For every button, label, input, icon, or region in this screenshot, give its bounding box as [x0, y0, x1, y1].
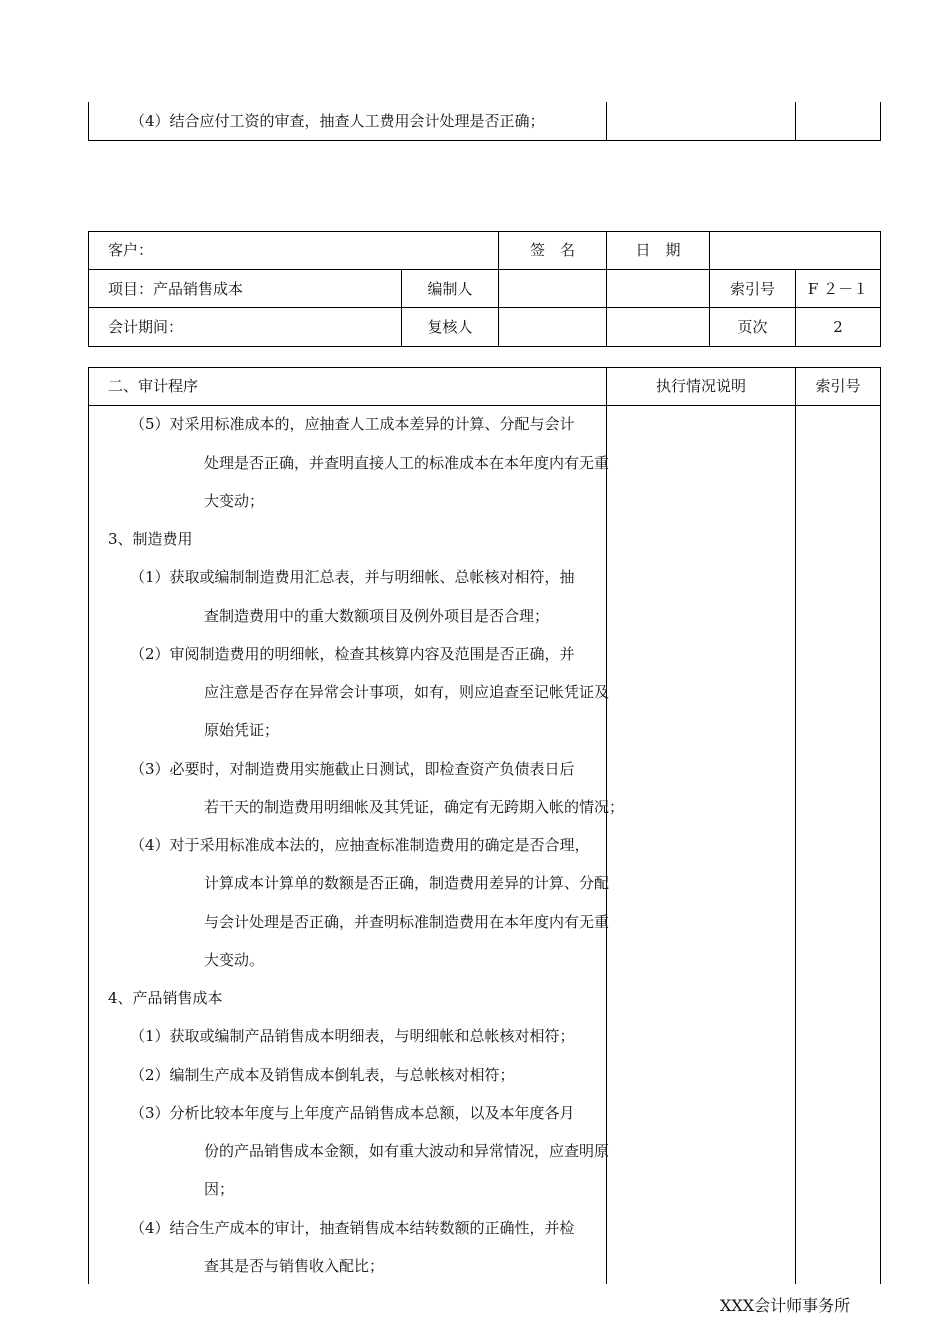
preparer-label: 编制人 [427, 280, 473, 298]
firm-name-footer: XXX会计师事务所 [720, 1296, 851, 1315]
procedure-line: 与会计处理是否正确，并查明标准制造费用在本年度内有无重 [204, 913, 610, 931]
procedure-line: 原始凭证； [204, 721, 280, 739]
page-number-label: 页次 [737, 318, 768, 336]
section-heading: 4、产品销售成本 [108, 989, 223, 1007]
header-table-border-right [880, 231, 881, 347]
procedure-line: 处理是否正确，并查明直接人工的标准成本在本年度内有无重 [204, 454, 610, 472]
procedure-table-col-index [795, 367, 796, 1284]
procedure-line: （1）获取或编制制造费用汇总表，并与明细帐、总帐核对相符，抽 [130, 568, 575, 586]
audit-procedure-heading: 二、审计程序 [108, 377, 199, 395]
header-table-line-2 [88, 307, 881, 308]
procedure-table-header-line [88, 405, 881, 406]
top-table-divider-1 [606, 102, 607, 141]
top-table-border-right [880, 102, 881, 141]
top-table-divider-2 [795, 102, 796, 141]
procedure-line: （3）必要时，对制造费用实施截止日测试，即检查资产负债表日后 [130, 760, 575, 778]
signature-label: 签 名 [529, 241, 575, 259]
reviewer-label: 复核人 [427, 318, 473, 336]
procedure-line: 查其是否与销售收入配比； [204, 1257, 385, 1275]
procedure-line: 份的产品销售成本金额，如有重大波动和异常情况，应查明原 [204, 1142, 610, 1160]
page-number-value: 2 [833, 318, 843, 336]
procedure-line: （2）审阅制造费用的明细帐，检查其核算内容及范围是否正确，并 [130, 645, 575, 663]
procedure-line: 若干天的制造费用明细帐及其凭证，确定有无跨期入帐的情况； [204, 798, 625, 816]
top-table-border-bottom [88, 140, 881, 141]
project-label: 项目：产品销售成本 [108, 280, 244, 298]
accounting-period-label: 会计期间： [108, 318, 184, 336]
index-number-value: F ２－１ [807, 280, 869, 298]
execution-notes-heading: 执行情况说明 [655, 377, 746, 395]
procedure-line: （5）对采用标准成本的，应抽查人工成本差异的计算、分配与会计 [130, 415, 575, 433]
procedure-line: 因； [204, 1180, 235, 1198]
index-number-label: 索引号 [729, 280, 775, 298]
header-table-line-bottom [88, 346, 881, 347]
top-table-procedure-text: （4）结合应付工资的审查，抽查人工费用会计处理是否正确； [130, 112, 545, 130]
header-table-border-left [88, 231, 89, 347]
procedure-line: （4）对于采用标准成本法的，应抽查标准制造费用的确定是否合理， [130, 836, 590, 854]
header-table-line-1 [88, 269, 881, 270]
index-heading: 索引号 [815, 377, 861, 395]
header-table-line-top [88, 231, 881, 232]
date-label: 日 期 [635, 241, 681, 259]
procedure-line: （4）结合生产成本的审计，抽查销售成本结转数额的正确性，并检 [130, 1219, 575, 1237]
procedure-table-border-right [880, 367, 881, 1284]
procedure-table-border-left [88, 367, 89, 1284]
procedure-line: 计算成本计算单的数额是否正确，制造费用差异的计算、分配 [204, 874, 610, 892]
procedure-table-line-top [88, 367, 881, 368]
procedure-line: 应注意是否存在异常会计事项，如有，则应追查至记帐凭证及 [204, 683, 610, 701]
procedure-line: 大变动。 [204, 951, 265, 969]
procedure-line: （3）分析比较本年度与上年度产品销售成本总额，以及本年度各月 [130, 1104, 575, 1122]
procedure-line: （1）获取或编制产品销售成本明细表，与明细帐和总帐核对相符； [130, 1027, 575, 1045]
client-label: 客户： [108, 241, 154, 259]
procedure-line: 查制造费用中的重大数额项目及例外项目是否合理； [204, 607, 550, 625]
procedure-line: （2）编制生产成本及销售成本倒轧表，与总帐核对相符； [130, 1066, 515, 1084]
top-table-border-left [88, 102, 89, 141]
procedure-line: 大变动； [204, 492, 265, 510]
section-heading: 3、制造费用 [108, 530, 193, 548]
